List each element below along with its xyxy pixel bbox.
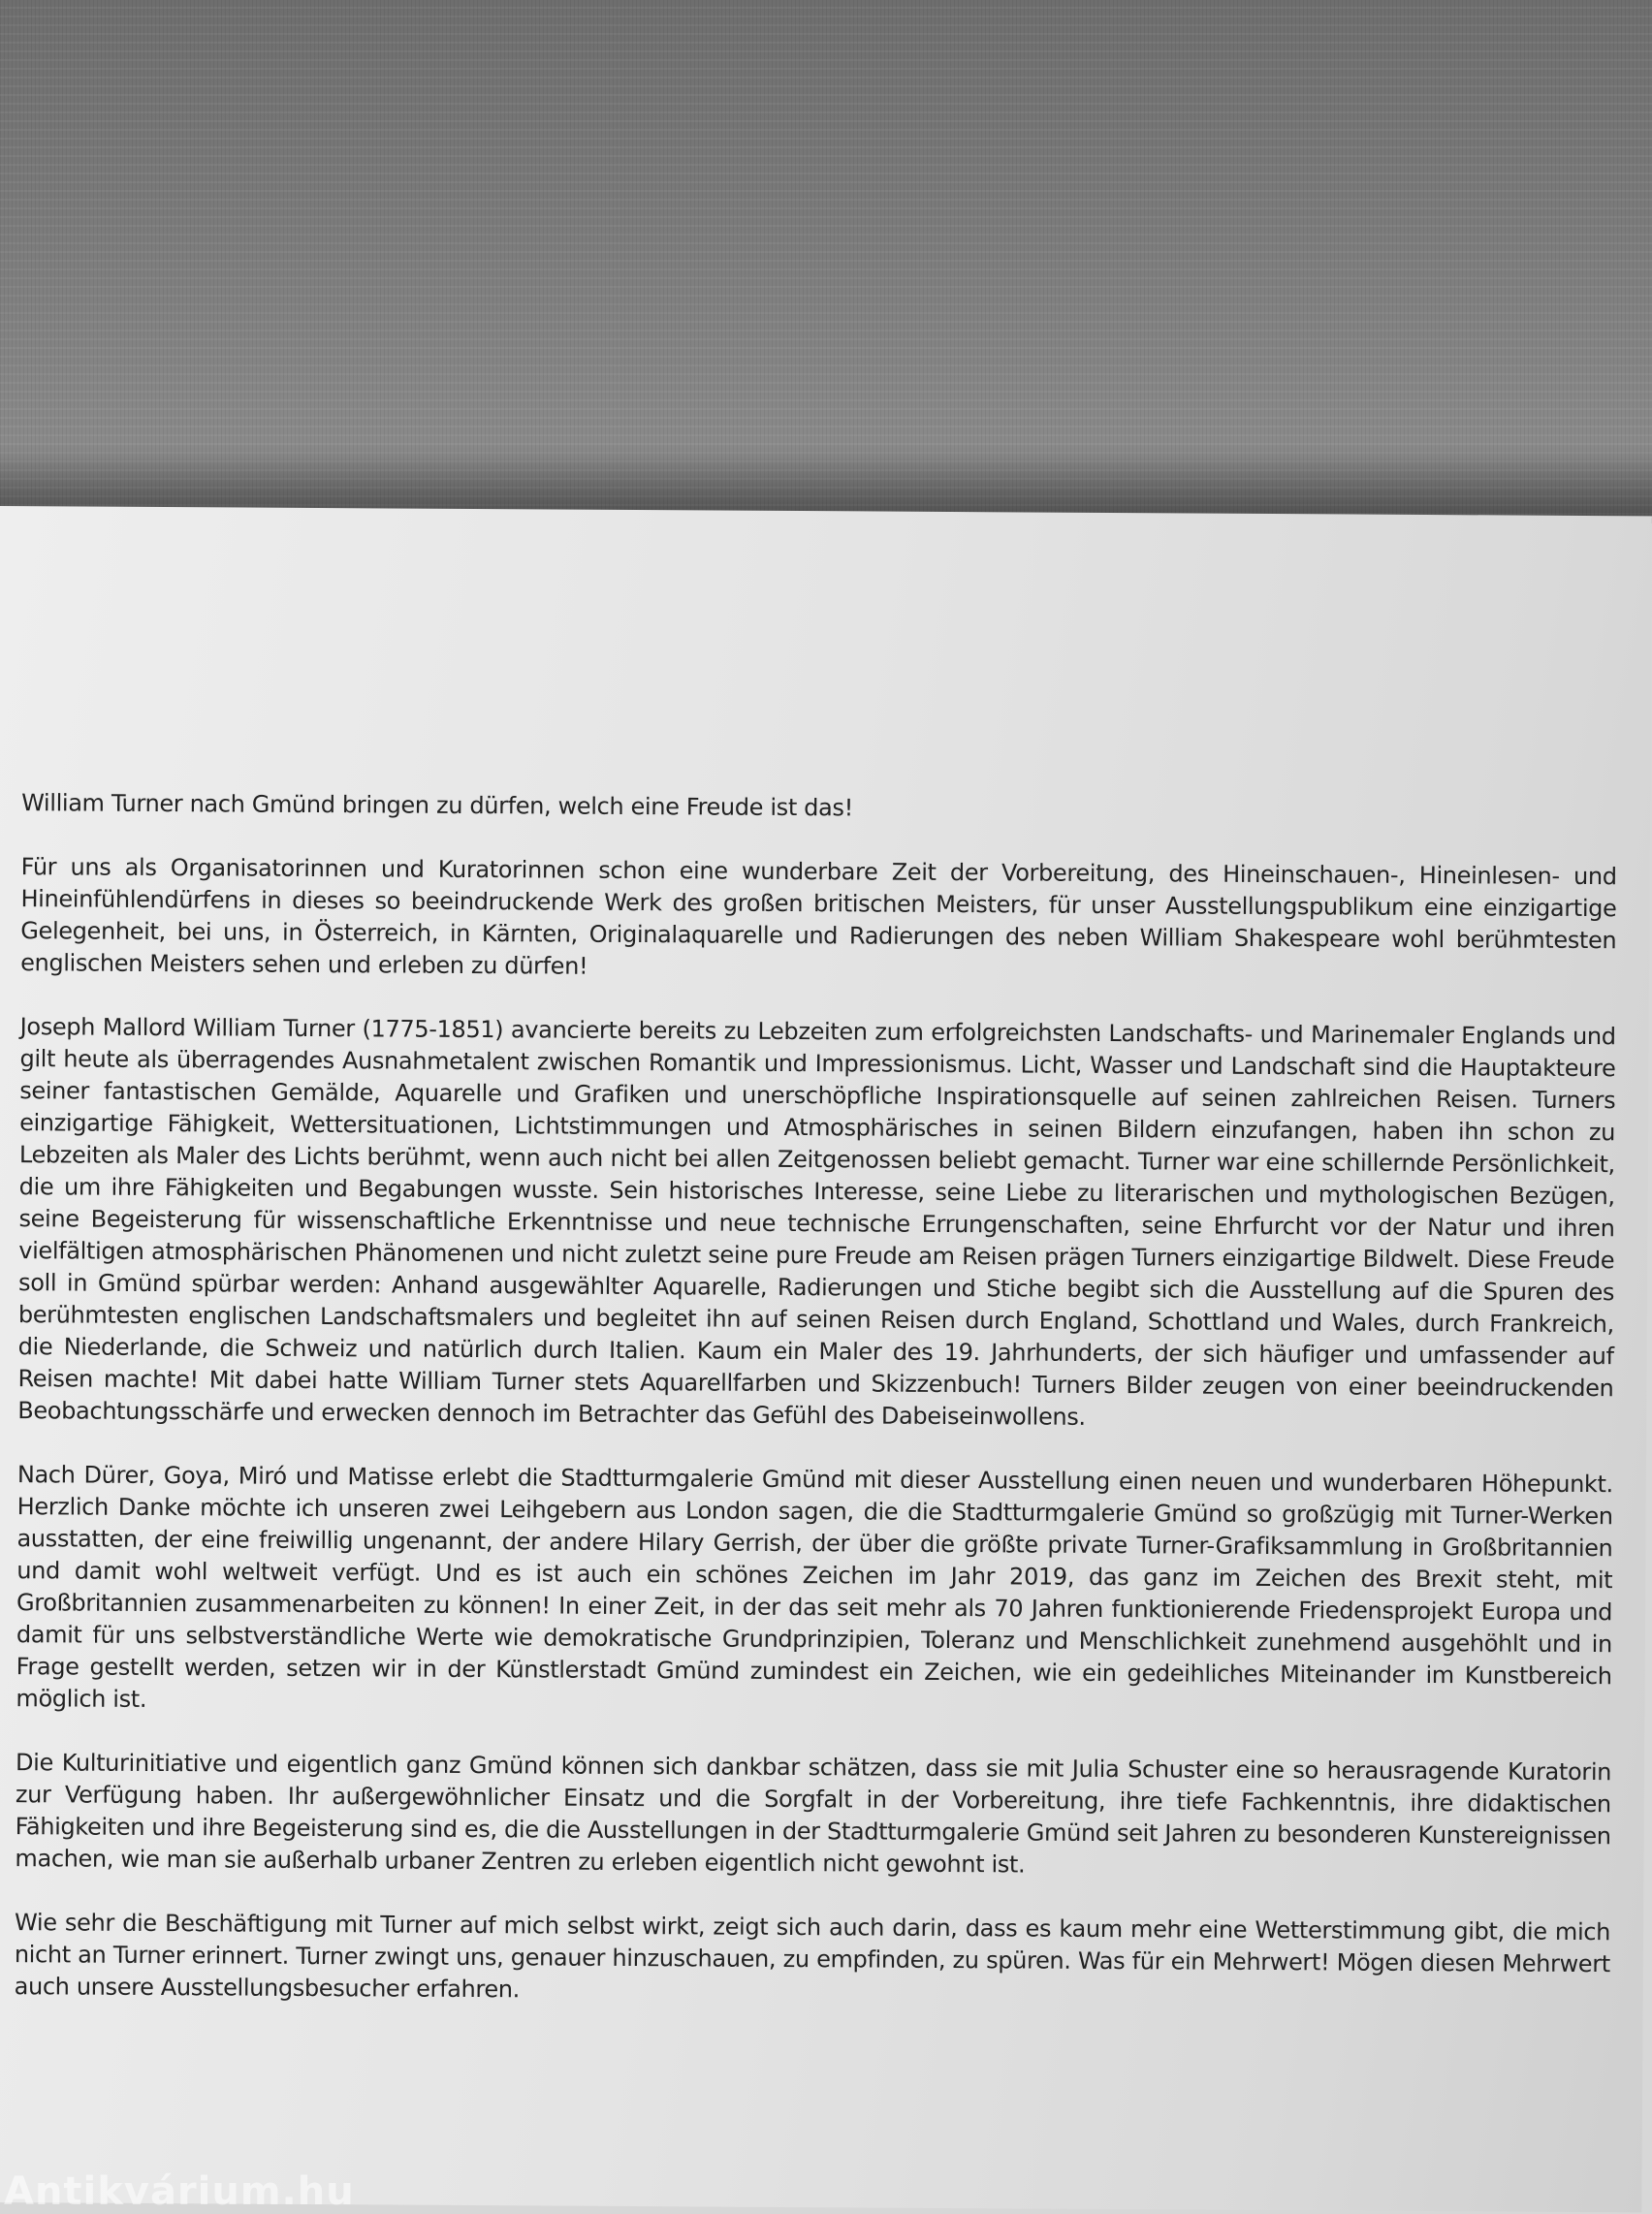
paragraph-organizers: Für uns als Organisatorinnen und Kuratorinnen schon eine wunderbare Zeit der Vorbereitung, des Hineinschauen-, Hineinlesen- und Hineinfühlendürfens in dieses so beeindruckende Werk des großen britischen Meisters, für unser Ausstellungspublikum eine einzigartige Gelegenheit, bei uns, in Österreich, in Kärnten, Originalaquarelle und Radierungen des neben William Shakespeare wohl berühmtesten englischen Meisters sehen und erleben zu dürfen! [20, 853, 1617, 980]
document-sheet [0, 506, 1652, 2212]
paragraph-curator: Die Kulturinitiative und eigentlich ganz Gmünd können sich dankbar schätzen, dass sie mit Julia Schuster eine so herausragende Kuratorin zur Verfügung haben. Ihr außergewöhnlicher Einsatz und die Sorgfalt in der Vorbereitung, ihre tiefe Fachkenntnis, ihre didaktischen Fähigkeiten und ihre Begeisterung sind es, die die Ausstellungen in der Stadtturmgalerie Gmünd seit Jahren zu besonderen Kunstereignissen machen, wie man sie außerhalb urbaner Zentren zu erleben eigentlich nicht gewohnt ist. [15, 1749, 1612, 1879]
paragraph-biography: Joseph Mallord William Turner (1775-1851) avancierte bereits zu Lebzeiten zum erfolgreichsten Landschafts- und Marinemaler Englands und gilt heute als überragendes Ausnahmetalent zwischen Romantik und Impressionismus. Licht, Wasser und Landschaft sind die Hauptakteure seiner fantastischen Gemälde, Aquarelle und Grafiken und unerschöpfliche Inspirationsquelle auf seinen zahlreichen Reisen. Turners einzigartige Fähigkeit, Wettersituationen, Lichtstimmungen und Atmosphärisches in seinen Bildern einzufangen, haben ihn schon zu Lebzeiten als Maler des Lichts berühmt, wenn auch nicht bei allen Zeitgenossen beliebt gemacht. Turner war eine schillernde Persönlichkeit, die um ihre Fähigkeiten und Begabungen wusste. Sein historisches Interesse, seine Liebe zu literarischen und mythologischen Bezügen, seine Begeisterung für wissenschaftliche Erkenntnisse und neue technische Errungenschaften, seine Ehrfurcht vor der Natur und ihren vielfältigen atmosphärischen Phänomenen und nicht zuletzt seine pure Freude am Reisen prägen Turners einzigartige Bildwelt. Diese Freude soll in Gmünd spürbar werden: Anhand ausgewählter Aquarelle, Radierungen und Stiche begibt sich die Ausstellung auf die Spuren des berühmtesten englischen Landschaftsmalers und begleitet ihn auf seinen Reisen durch England, Schottland und Wales, durch Frankreich, die Niederlande, die Schweiz und natürlich durch Italien. Kaum ein Maler des 19. Jahrhunderts, der sich häufiger und umfassender auf Reisen machte! Mit dabei hatte William Turner stets Aquarellfarben und Skizzenbuch! Turners Bilder zeugen von einer beeindruckenden Beobachtungsschärfe und erwecken dennoch im Betrachter das Gefühl des Dabeiseinwollens. [17, 1013, 1616, 1431]
backdrop-surface [0, 0, 1652, 523]
watermark: Antikvárium.hu [4, 2169, 355, 2214]
paragraph-closing: Wie sehr die Beschäftigung mit Turner auf mich selbst wirkt, zeigt sich auch darin, dass es kaum mehr eine Wetterstimmung gibt, die mich nicht an Turner erinnert. Turner zwingt uns, genauer hinzuschauen, zu empfinden, zu spüren. Was für ein Mehrwert! Mögen diesen Mehrwert auch unsere Ausstellungsbesucher erfahren. [14, 1909, 1611, 2004]
paragraph-intro: William Turner nach Gmünd bringen zu dürfen, welch eine Freude ist das! [21, 789, 853, 822]
paragraph-lenders: Nach Dürer, Goya, Miró und Matisse erlebt die Stadtturmgalerie Gmünd mit dieser Ausstellung einen neuen und wunderbaren Höhepunkt. Herzlich Danke möchte ich unseren zwei Leihgebern aus London sagen, die die Stadtturmgalerie Gmünd so großzügig mit Turner-Werken ausstatten, der eine freiwillig ungenannt, der andere Hilary Gerrish, der über die größte private Turner-Grafiksammlung in Großbritannien und damit wohl weltweit verfügt. Und es ist auch ein schönes Zeichen im Jahr 2019, das ganz im Zeichen des Brexit steht, mit Großbritannien zusammenarbeiten zu können! In einer Zeit, in der das seit mehr als 70 Jahren funktionierende Friedensprojekt Europa und damit für uns selbstverständliche Werte wie demokratische Grundprinzipien, Toleranz und Menschlichkeit zunehmend ausgehöhlt und in Frage gestellt werden, setzen wir in der Künstlerstadt Gmünd zumindest ein Zeichen, wie ein gedeihliches Miteinander im Kunstbereich möglich ist. [16, 1461, 1613, 1713]
body-text [14, 787, 1617, 2044]
